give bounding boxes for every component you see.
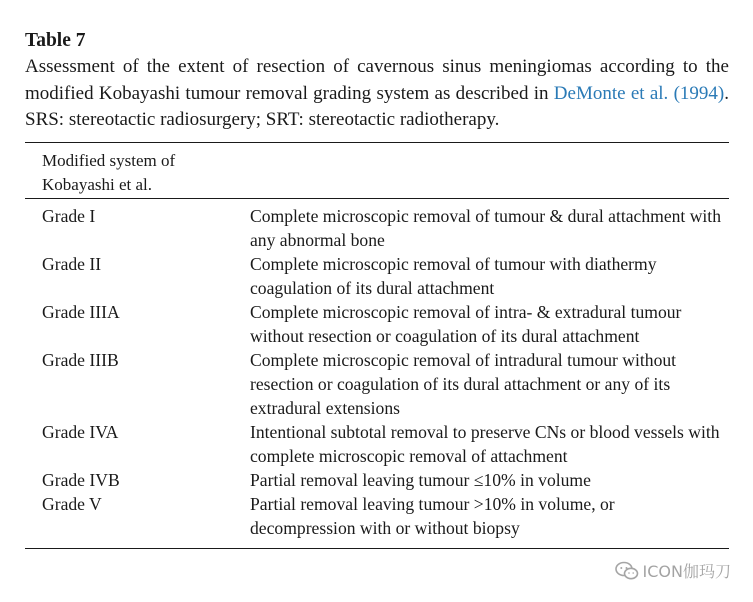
row-description: Complete microscopic removal of tumour with diathermy coagulation of its dural attachment: [250, 253, 657, 298]
row-description: Partial removal leaving tumour ≤10% in volume: [250, 469, 591, 490]
row-grade: Grade II: [42, 253, 102, 274]
watermark: [615, 559, 731, 582]
table-bottom-rule: [25, 548, 729, 549]
row-grade: Grade V: [42, 493, 102, 514]
table-body: [25, 199, 729, 540]
row-description: Partial removal leaving tumour >10% in volume, or decompression with or without biopsy: [250, 493, 615, 538]
document-page: [25, 28, 729, 549]
row-description: Complete microscopic removal of intradural tumour without resection or coagulation of its dural attachment or any of its extradural extensions: [250, 349, 677, 418]
table-row: [25, 300, 729, 348]
row-description: Complete microscopic removal of tumour & dural attachment with any abnormal bone: [250, 205, 721, 250]
watermark-text: ICON伽玛刀: [642, 562, 731, 581]
table-row: [25, 468, 729, 492]
citation-link[interactable]: DeMonte et al. (1994): [553, 82, 725, 104]
table-caption: [25, 54, 729, 134]
table-row: [25, 252, 729, 300]
table-row: [25, 204, 729, 252]
header-col-system: Modified system of Kobayashi et al.: [42, 150, 176, 194]
table-row: [25, 348, 729, 420]
caption-text-before: Assessment of the extent of resection of cavernous sinus meningiomas according to the modified Kobayashi tumour removal grading system as described in: [25, 56, 729, 104]
table-row: [25, 492, 729, 540]
row-description: Complete microscopic removal of intra- & extradural tumour without resection or coagulation of its dural attachment: [250, 301, 682, 346]
row-grade: Grade IIIB: [42, 349, 119, 370]
wechat-icon: [615, 561, 639, 581]
caption-text-after: . SRS: stereotactic radiosurgery; SRT: stereotactic radiotherapy.: [25, 82, 729, 130]
row-grade: Grade IIIA: [42, 301, 120, 322]
row-description: Intentional subtotal removal to preserve CNs or blood vessels with complete microscopic removal of attachment: [250, 421, 720, 466]
row-grade: Grade I: [42, 205, 96, 226]
row-grade: Grade IVA: [42, 421, 119, 442]
table-label: Table 7: [25, 30, 86, 51]
table-row: [25, 420, 729, 468]
table-header: [25, 143, 729, 197]
row-grade: Grade IVB: [42, 469, 120, 490]
